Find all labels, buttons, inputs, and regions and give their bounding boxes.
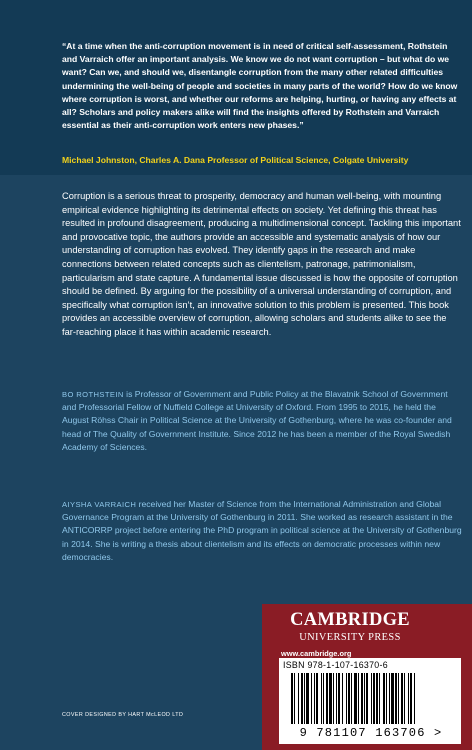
barcode-digits: 9 781107 163706 >: [299, 726, 443, 740]
book-description: Corruption is a serious threat to prosperity, democracy and human well-being, with mounting empirical evidence highlighting its detrimental effects on society. Yet defining this threat has resulted in profound disagreement, producing a multidimensional concept. Tackling this important and provocative topic, the authors provide an accessible and systematic analysis of how our understanding of corruption has evolved. They identify gaps in the research and make connections between related concepts such as clientelism, patronage, patrimonialism, particularism and state capture. A fundamental issue discussed is how the opposite of corruption should be defined. By arguing for the possibility of a universal understanding of corruption, and specifically what corruption isn’t, an innovative solution to this problem is presented. This book provides an accessible overview of corruption, allowing scholars and students alike to see the far-reaching place it has within academic research.: [62, 191, 461, 337]
cover-credit: COVER DESIGNED BY HART McLEOD LTD: [62, 712, 184, 718]
publisher-logo-subname: UNIVERSITY PRESS: [299, 632, 401, 643]
author-name: BO ROTHSTEIN: [62, 390, 124, 399]
publisher-url: www.cambridge.org: [281, 649, 352, 658]
author-bio-varraich: [62, 498, 464, 564]
author-bio-rothstein: [62, 388, 464, 454]
isbn-label: ISBN 978-1-107-16370-6: [283, 660, 388, 670]
publisher-logo-name: CAMBRIDGE: [290, 610, 410, 630]
endorsement-quote: “At a time when the anti-corruption movement is in need of critical self-assessment, Rothstein and Varraich offer an important analysis. We know we do not want corruption – but what do we want? Can we, and should we, disentangle corruption from the many other related difficulties undermining the well-being of people and societies in many parts of the world? How do we know where corruption is worst, and whether our reforms are helping, hurting, or having any effects at all? Scholars and policy makers alike will find the insights offered by Rothstein and Varraich essential as their anti-corruption work enters new phases.”: [62, 41, 458, 131]
author-name: AIYSHA VARRAICH: [62, 500, 137, 509]
author-bio-text: is Professor of Government and Public Policy at the Blavatnik School of Government and Professorial Fellow of Nuffield College at University of Oxford. From 1995 to 2015, he held the August Röhss Chair in Political Science at the University of Gothenburg, where he was co-founder and head of The Quality of Government Institute. Since 2012 he has been a member of the Royal Swedish Academy of Sciences.: [62, 389, 452, 452]
endorsement-attribution: Michael Johnston, Charles A. Dana Professor of Political Science, Colgate University: [62, 155, 409, 165]
author-bio-text: received her Master of Science from the International Administration and Global Governance Program at the University of Gothenburg in 2011. She worked as research assistant in the ANTICORRP project before entering the PhD program in political science at the University of Gothenburg in 2014. She is writing a thesis about clientelism and its effects on democratic processes within new democracies.: [62, 499, 462, 562]
barcode-icon: [291, 673, 454, 724]
